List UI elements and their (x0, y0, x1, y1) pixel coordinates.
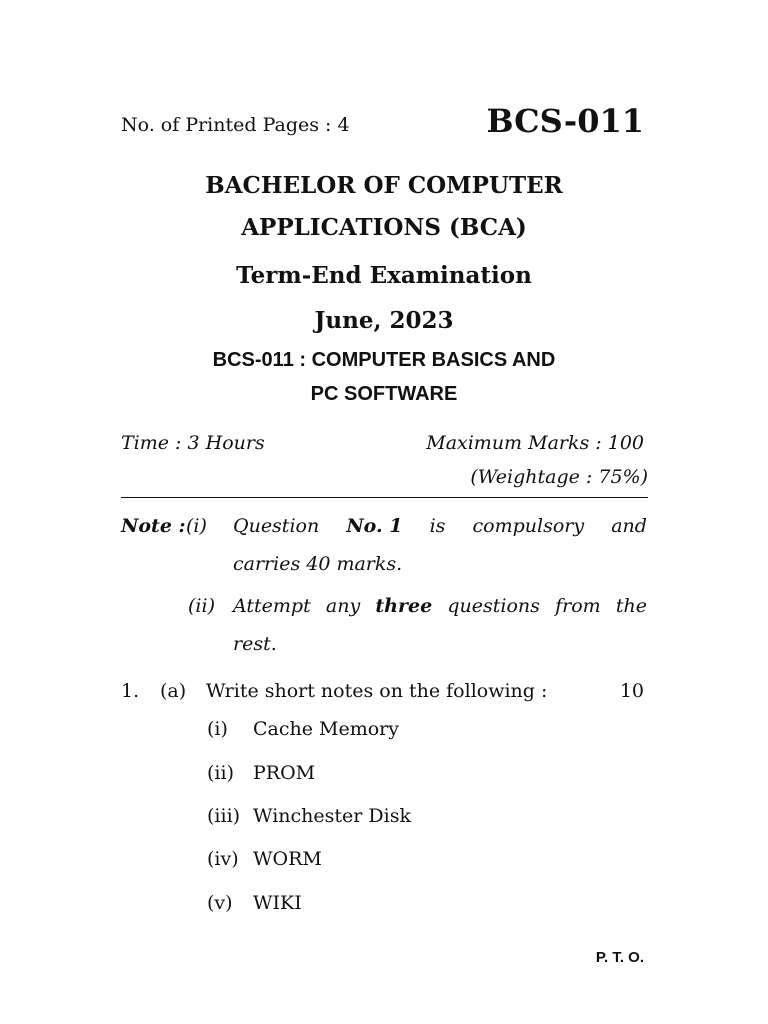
sub-item-text: PROM (253, 762, 316, 784)
note-word: questions (447, 595, 540, 617)
sub-item-label: (v) (207, 892, 233, 914)
question-text: Write short notes on the following : (206, 680, 548, 702)
note-item2-text (233, 595, 647, 617)
sub-item-label: (ii) (207, 762, 234, 784)
header-divider (121, 497, 648, 498)
paper-code: BCS-011 (486, 102, 644, 140)
sub-item-text: Cache Memory (253, 718, 399, 740)
program-title-line1: BACHELOR OF COMPUTER (205, 172, 563, 199)
note-word: any (325, 595, 361, 617)
note-item1-text (233, 515, 647, 537)
course-title-line2: PC SOFTWARE (310, 383, 458, 405)
sub-item-label: (iii) (207, 805, 241, 827)
note-item2-continuation: rest. (233, 633, 277, 655)
maximum-marks: Maximum Marks : 100 (426, 432, 644, 454)
question-marks: 10 (619, 680, 644, 702)
note-word: Question (233, 515, 320, 537)
note-label: Note : (121, 515, 186, 537)
question-part: (a) (160, 680, 187, 702)
note-word: from (555, 595, 601, 617)
note-word: Attempt (233, 595, 311, 617)
course-title-line1: BCS-011 : COMPUTER BASICS AND (212, 349, 556, 371)
note-item1-number: (i) (186, 515, 207, 537)
note-word: compulsory (472, 515, 585, 537)
sub-item-text: WIKI (253, 892, 302, 914)
note-word: the (615, 595, 647, 617)
program-title-line2: APPLICATIONS (BCA) (241, 214, 527, 241)
exam-time: Time : 3 Hours (121, 432, 265, 454)
note-word-bold: No. 1 (346, 515, 403, 537)
exam-title: Term-End Examination (236, 262, 532, 289)
weightage: (Weightage : 75%) (470, 466, 648, 488)
note-item2-number: (ii) (188, 595, 215, 617)
printed-pages: No. of Printed Pages : 4 (121, 114, 350, 136)
sub-item-label: (i) (207, 718, 228, 740)
note-word-bold: three (375, 595, 433, 617)
sub-item-text: Winchester Disk (253, 805, 411, 827)
note-word: is (429, 515, 446, 537)
note-word: and (611, 515, 647, 537)
note-item1-continuation: carries 40 marks. (233, 553, 403, 575)
sub-item-text: WORM (253, 848, 322, 870)
please-turn-over: P. T. O. (595, 949, 644, 966)
question-number: 1. (121, 680, 140, 702)
sub-item-label: (iv) (207, 848, 239, 870)
exam-session: June, 2023 (314, 307, 454, 334)
